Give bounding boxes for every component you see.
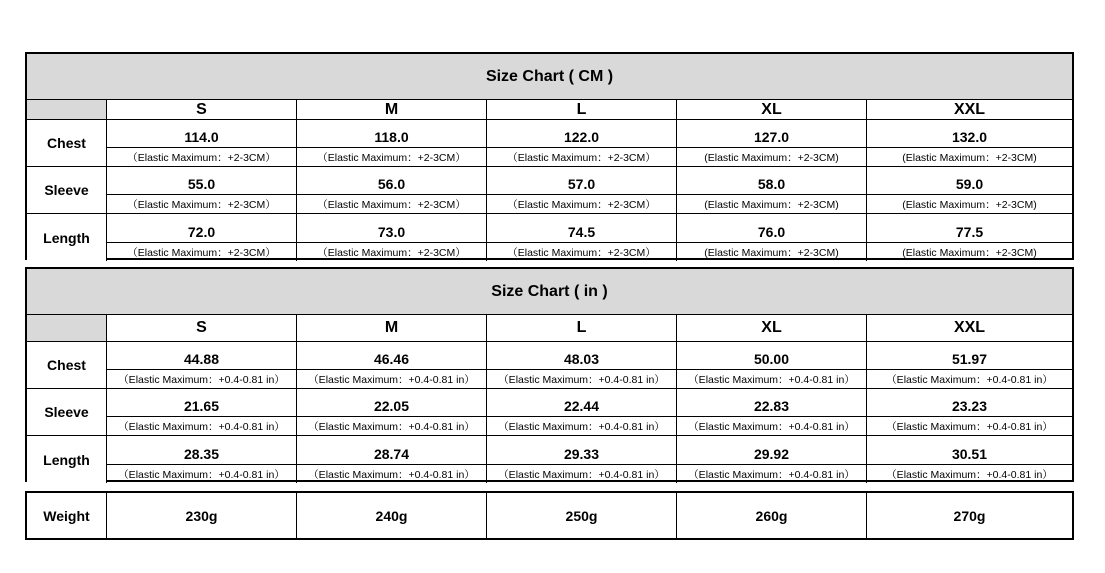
measure-value: 23.23: [867, 389, 1072, 417]
size-chart-in: [25, 267, 1074, 482]
measure-value: 30.51: [867, 436, 1072, 465]
measure-cell: [867, 342, 1072, 388]
size-header: XXL: [867, 100, 1072, 119]
size-header: S: [107, 315, 297, 341]
elastic-note: （Elastic Maximum：+0.4-0.81 in）: [886, 373, 1053, 386]
measure-cell: [297, 389, 487, 435]
size-header: M: [297, 100, 487, 119]
weight-label: Weight: [27, 493, 107, 538]
weight-value: 230g: [107, 493, 297, 538]
measure-cell: [107, 120, 297, 166]
measure-cell: [867, 436, 1072, 483]
elastic-note: （Elastic Maximum：+2-3CM）: [507, 246, 656, 259]
elastic-note: （Elastic Maximum：+0.4-0.81 in）: [308, 420, 475, 433]
measure-cell: [297, 214, 487, 261]
elastic-note: (Elastic Maximum：+2-3CM): [704, 151, 839, 164]
row-label: Sleeve: [27, 167, 107, 213]
elastic-note: （Elastic Maximum：+2-3CM）: [127, 151, 276, 164]
elastic-note: （Elastic Maximum：+0.4-0.81 in）: [886, 468, 1053, 481]
measure-value: 29.33: [487, 436, 676, 465]
measure-cell: [487, 436, 677, 483]
elastic-note: (Elastic Maximum：+2-3CM): [902, 151, 1037, 164]
measure-cell: [487, 167, 677, 213]
measure-cell: [867, 389, 1072, 435]
row-label: Sleeve: [27, 389, 107, 435]
elastic-note: （Elastic Maximum：+2-3CM）: [317, 246, 466, 259]
elastic-note: （Elastic Maximum：+0.4-0.81 in）: [118, 420, 285, 433]
elastic-note: （Elastic Maximum：+2-3CM）: [127, 198, 276, 211]
elastic-note: （Elastic Maximum：+0.4-0.81 in）: [688, 373, 855, 386]
weight-value: 250g: [487, 493, 677, 538]
measure-cell: [867, 167, 1072, 213]
measure-value: 51.97: [867, 342, 1072, 370]
measure-value: 72.0: [107, 214, 296, 243]
weight-value: 240g: [297, 493, 487, 538]
chart-title: Size Chart ( CM ): [27, 54, 1072, 100]
measure-cell: [487, 389, 677, 435]
elastic-note: （Elastic Maximum：+2-3CM）: [317, 198, 466, 211]
measure-value: 28.74: [297, 436, 486, 465]
measure-cell: [677, 120, 867, 166]
row-label: Length: [27, 214, 107, 261]
elastic-note: （Elastic Maximum：+0.4-0.81 in）: [886, 420, 1053, 433]
measure-cell: [107, 389, 297, 435]
measure-value: 29.92: [677, 436, 866, 465]
measure-value: 59.0: [867, 167, 1072, 195]
measure-cell: [677, 389, 867, 435]
row-label: Chest: [27, 120, 107, 166]
measure-cell: [487, 120, 677, 166]
table-row-chest: [27, 120, 1072, 167]
weight-table: [25, 491, 1074, 540]
measure-value: 46.46: [297, 342, 486, 370]
measure-cell: [487, 342, 677, 388]
elastic-note: （Elastic Maximum：+0.4-0.81 in）: [688, 420, 855, 433]
table-row-length: [27, 214, 1072, 261]
header-corner: [27, 100, 107, 119]
table-row-sleeve: [27, 389, 1072, 436]
row-label: Length: [27, 436, 107, 483]
elastic-note: （Elastic Maximum：+0.4-0.81 in）: [498, 420, 665, 433]
measure-value: 44.88: [107, 342, 296, 370]
measure-value: 22.44: [487, 389, 676, 417]
measure-value: 73.0: [297, 214, 486, 243]
size-header: XXL: [867, 315, 1072, 341]
size-header: XL: [677, 315, 867, 341]
elastic-note: （Elastic Maximum：+2-3CM）: [507, 151, 656, 164]
measure-cell: [867, 120, 1072, 166]
measure-cell: [867, 214, 1072, 261]
size-header: M: [297, 315, 487, 341]
measure-value: 48.03: [487, 342, 676, 370]
weight-value: 270g: [953, 507, 986, 524]
header-corner: [27, 315, 107, 341]
measure-cell: [107, 342, 297, 388]
measure-cell: [677, 214, 867, 261]
table-row-sleeve: [27, 167, 1072, 214]
measure-value: 132.0: [867, 120, 1072, 148]
elastic-note: （Elastic Maximum：+0.4-0.81 in）: [118, 468, 285, 481]
elastic-note: （Elastic Maximum：+0.4-0.81 in）: [688, 468, 855, 481]
row-label: Chest: [27, 342, 107, 388]
measure-cell: [677, 167, 867, 213]
measure-value: 74.5: [487, 214, 676, 243]
measure-cell: [297, 167, 487, 213]
elastic-note: （Elastic Maximum：+2-3CM）: [127, 246, 276, 259]
measure-value: 50.00: [677, 342, 866, 370]
elastic-note: （Elastic Maximum：+2-3CM）: [317, 151, 466, 164]
table-row-chest: [27, 342, 1072, 389]
measure-value: 55.0: [107, 167, 296, 195]
elastic-note: （Elastic Maximum：+0.4-0.81 in）: [498, 373, 665, 386]
elastic-note: （Elastic Maximum：+0.4-0.81 in）: [308, 468, 475, 481]
measure-cell: [677, 342, 867, 388]
weight-value: 260g: [677, 493, 867, 538]
size-header-row: [27, 315, 1072, 342]
measure-cell: [487, 214, 677, 261]
elastic-note: (Elastic Maximum：+2-3CM): [704, 246, 839, 259]
measure-cell: [297, 342, 487, 388]
size-header: S: [107, 100, 297, 119]
measure-cell: [107, 167, 297, 213]
measure-cell: [107, 436, 297, 483]
measure-value: 56.0: [297, 167, 486, 195]
measure-value: 77.5: [867, 214, 1072, 243]
elastic-note: (Elastic Maximum：+2-3CM): [704, 198, 839, 211]
elastic-note: （Elastic Maximum：+0.4-0.81 in）: [308, 373, 475, 386]
size-header-row: [27, 100, 1072, 120]
measure-value: 122.0: [487, 120, 676, 148]
size-header: L: [487, 100, 677, 119]
measure-value: 114.0: [107, 120, 296, 148]
table-row-length: [27, 436, 1072, 483]
measure-value: 22.83: [677, 389, 866, 417]
measure-value: 21.65: [107, 389, 296, 417]
measure-value: 118.0: [297, 120, 486, 148]
measure-value: 22.05: [297, 389, 486, 417]
measure-cell: [297, 436, 487, 483]
measure-value: 58.0: [677, 167, 866, 195]
chart-title: Size Chart ( in ): [27, 269, 1072, 315]
measure-cell: [677, 436, 867, 483]
elastic-note: （Elastic Maximum：+0.4-0.81 in）: [498, 468, 665, 481]
measure-value: 57.0: [487, 167, 676, 195]
size-header: XL: [677, 100, 867, 119]
measure-value: 76.0: [677, 214, 866, 243]
elastic-note: (Elastic Maximum：+2-3CM): [902, 246, 1037, 259]
measure-cell: [297, 120, 487, 166]
elastic-note: （Elastic Maximum：+2-3CM）: [507, 198, 656, 211]
size-header: L: [487, 315, 677, 341]
elastic-note: （Elastic Maximum：+0.4-0.81 in）: [118, 373, 285, 386]
size-chart-cm: [25, 52, 1074, 260]
measure-value: 28.35: [107, 436, 296, 465]
measure-value: 127.0: [677, 120, 866, 148]
measure-cell: [107, 214, 297, 261]
elastic-note: (Elastic Maximum：+2-3CM): [902, 198, 1037, 211]
